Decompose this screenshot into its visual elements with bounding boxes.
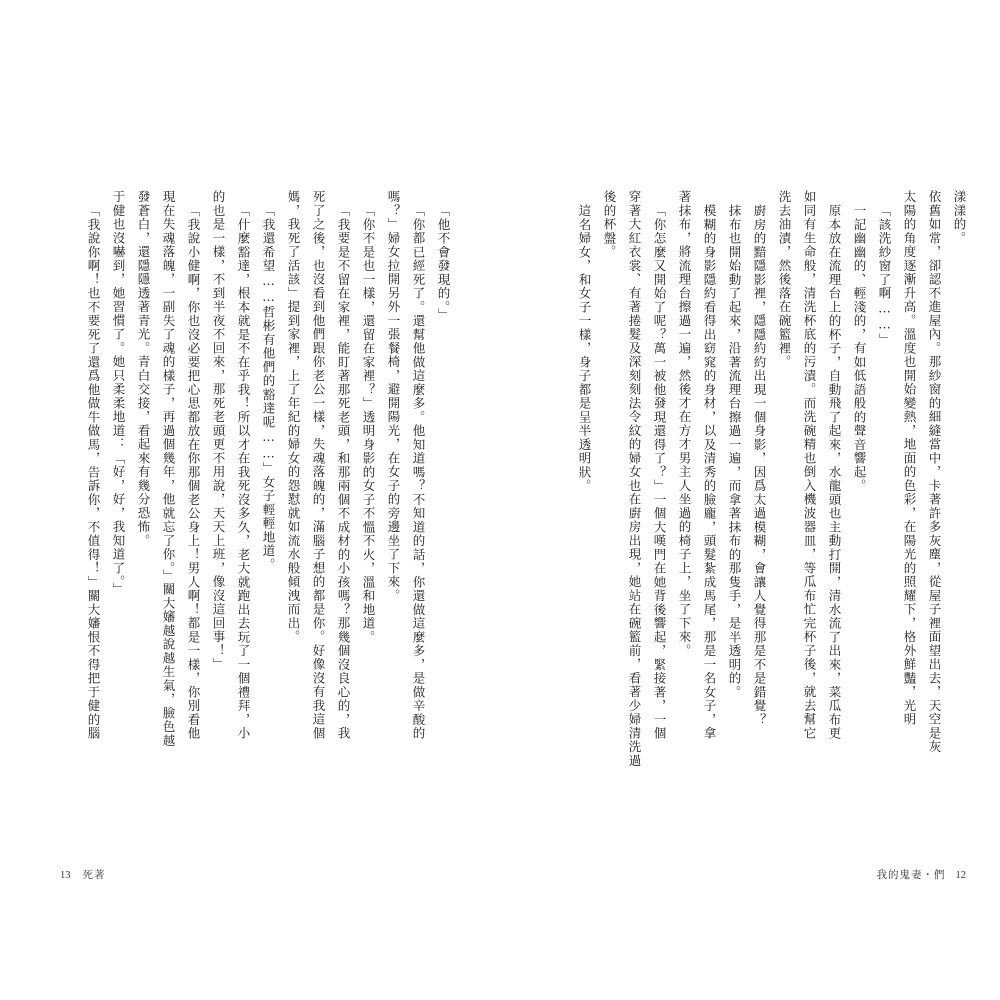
text-column: 「該洗紗窗了啊……」: [877, 204, 892, 347]
page-right: [500, 0, 1000, 1000]
text-column: 著抹布，將流理台擦過一遍，然後才在方才男主人坐過的椅子上，坐了下來。: [677, 190, 692, 658]
text-column: 廚房的黯隱影裡，隱隱約約出現一個身影，因爲太過模糊，會讓人覺得那是不是錯覺？: [752, 204, 767, 727]
text-column: 媽，我死了活該」提到家裡，上了年紀的婦女的怨懟就如流水般傾洩而出。: [286, 190, 301, 644]
text-column: 「你都已經死了。還幫他做這麼多。他知道嗎？不知道的話，你還做這麼多，是做辛酸的: [411, 204, 426, 741]
text-column: 發蒼白，還隱隱透著青光。青白交接，看起來有幾分恐怖。: [136, 190, 151, 548]
text-column: 依舊如常，卻認不進屋內。那紗窗的細縫當中，卡著許多灰塵，從屋子裡面望出去，天空是灰: [927, 190, 942, 754]
page-right-text-block: [560, 190, 972, 840]
text-column: 死了之後，也沒看到他們跟你老公一樣，失魂落魄的，滿腦子想的都是你。好像沒有我這個: [311, 190, 326, 740]
page-number: 12: [955, 870, 966, 881]
text-column: 太陽的角度逐漸升高。溫度也開始變熱，地面的色彩，在陽光的照耀下，格外鮮豔，光明: [902, 190, 917, 727]
page-gutter: [500, 0, 501, 1000]
text-column: 「我說小健啊，你也沒必要把心思都放在你那個老公身上！男人啊！都是一樣，你別看他: [186, 204, 201, 741]
text-column: 一記幽幽的、輕淺的，有如低語般的聲音響起。: [852, 204, 867, 493]
text-column: 現在失魂落魄，一副失了魂的樣子，再過個幾年，他就忘了你。」關大嬸越說越生氣，臉色越: [161, 190, 176, 748]
text-column: 「我說你啊！也不要死了還爲他做牛做馬，告訴你，不值得！」關大嬸恨不得把于健的腦: [86, 204, 101, 741]
text-column: 洗去油漬，然後落在碗籃裡。: [777, 190, 792, 369]
text-column: 「什麼豁達，根本就是不在乎我！所以才在我死沒多久，老大就跑出去玩了一個禮拜，小: [236, 204, 251, 741]
text-column: 「他不會發現的。」: [436, 204, 451, 322]
text-column: 這名婦女，和女子一樣，身子都是呈半透明狀。: [577, 204, 592, 493]
text-column: 模糊的身影隱約看得出窈窕的身材，以及清秀的臉龐，頭髮紮成馬尾，那是一名女子，拿: [702, 204, 717, 741]
text-column: 「我還希望……哲彬有他們的豁達呢……」女子輕輕地道。: [261, 204, 276, 572]
page-footer-right: [877, 867, 967, 882]
page-left-text-block: [55, 190, 456, 840]
footer-book-title: 我的鬼妻・們: [876, 869, 946, 881]
text-column: 于健也沒嚇到，她習慣了。她只柔柔地道：「好，好，我知道了。」: [111, 190, 126, 597]
text-column: 抹布也開始動了起來，沿著流理台擦過一遍，而拿著抹布的那隻手，是半透明的。: [727, 204, 742, 699]
footer-book-title: 死著: [82, 869, 106, 881]
text-column: 的也是一樣，不到半夜不回來，那死老頭更不用說，天天上班，像沒這回事！」: [211, 190, 226, 672]
text-column: 漾漾的。: [952, 190, 967, 245]
text-column: 「你不是也一樣，還留在家裡？」透明身影的女子不慍不火，溫和地道。: [361, 204, 376, 644]
text-column: 「我要是不留在家裡，能盯著那死老頭，和那兩個不成材的小孩嗎？那幾個沒良心的，我: [336, 204, 351, 741]
text-column: 穿著大紅衣裳、有著捲髮及深刻刻法令紋的婦女也在廚房出現，她站在碗籃前，看著少婦清洗過: [627, 190, 642, 768]
page-number: 13: [60, 870, 71, 881]
text-column: 原本放在流理台上的杯子，自動飛了起來，水龍頭也主動打開，清水流了出來，菜瓜布更: [827, 204, 842, 741]
page-footer-left: [60, 867, 106, 882]
text-column: 如同有生命般，清洗杯底的污漬。而洗碗精也倒入機波器皿，等瓜布忙完杯子後，就去幫它: [802, 190, 817, 740]
text-column: 嗎？」婦女拉開另外一張餐椅，避開陽光，在女子的旁邊坐了下來。: [386, 190, 401, 603]
text-column: 「你怎麼又開始了呢？萬一被他發現還得了？」一個大嘆門在她背後響起，緊接著，一個: [652, 204, 667, 741]
text-column: 後的杯盤。: [602, 190, 617, 259]
